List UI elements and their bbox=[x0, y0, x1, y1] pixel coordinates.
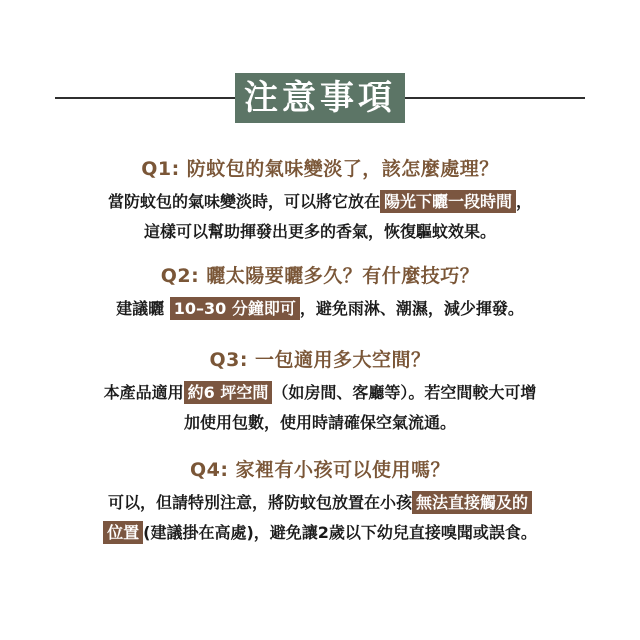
page-title: 注意事項 bbox=[235, 73, 405, 123]
answer-line bbox=[0, 294, 640, 324]
highlight-text: 位置 bbox=[103, 521, 143, 544]
answer-line bbox=[0, 518, 640, 548]
highlight-text: 約6 坪空間 bbox=[184, 381, 273, 404]
answer-text: ， bbox=[516, 192, 533, 211]
answer-text: (建議掛在高處)，避免讓2歲以下幼兒直接嗅聞或誤食。 bbox=[143, 523, 537, 542]
answer-4 bbox=[0, 488, 640, 548]
question-4: Q4: 家裡有小孩可以使用嗎？ bbox=[189, 459, 451, 481]
answer-line bbox=[0, 187, 640, 217]
answer-line bbox=[0, 378, 640, 408]
answer-text: 可以，但請特別注意，將防蚊包放置在小孩 bbox=[107, 493, 412, 512]
header bbox=[0, 73, 640, 123]
answer-line bbox=[0, 408, 640, 438]
answer-text: 建議曬 bbox=[116, 299, 170, 318]
answer-line bbox=[0, 217, 640, 247]
answer-3 bbox=[0, 378, 640, 438]
answer-text: 這樣可以幫助揮發出更多的香氣，恢復驅蚊效果。 bbox=[143, 222, 496, 241]
highlight-text: 10–30 分鐘即可 bbox=[170, 297, 300, 320]
header-rule-right bbox=[405, 97, 585, 99]
answer-text: 當防蚊包的氣味變淡時，可以將它放在 bbox=[107, 192, 380, 211]
header-rule-left bbox=[55, 97, 235, 99]
question-3: Q3: 一包適用多大空間？ bbox=[209, 349, 431, 371]
question-1: Q1: 防蚊包的氣味變淡了，該怎麼處理？ bbox=[141, 158, 499, 180]
answer-text: 本產品適用 bbox=[103, 383, 184, 402]
question-2: Q2: 曬太陽要曬多久？有什麼技巧？ bbox=[160, 265, 480, 287]
qa-item-3 bbox=[0, 346, 640, 438]
qa-item-2 bbox=[0, 262, 640, 324]
answer-line bbox=[0, 488, 640, 518]
highlight-text: 無法直接觸及的 bbox=[412, 491, 532, 514]
answer-text: （如房間、客廳等）。若空間較大可增 bbox=[272, 383, 537, 402]
highlight-text: 陽光下曬一段時間 bbox=[380, 190, 516, 213]
qa-item-1 bbox=[0, 155, 640, 247]
answer-2 bbox=[0, 294, 640, 324]
answer-text: 加使用包數，使用時請確保空氣流通。 bbox=[183, 413, 456, 432]
answer-1 bbox=[0, 187, 640, 247]
answer-text: ，避免雨淋、潮濕，減少揮發。 bbox=[299, 299, 524, 318]
qa-item-4 bbox=[0, 456, 640, 548]
